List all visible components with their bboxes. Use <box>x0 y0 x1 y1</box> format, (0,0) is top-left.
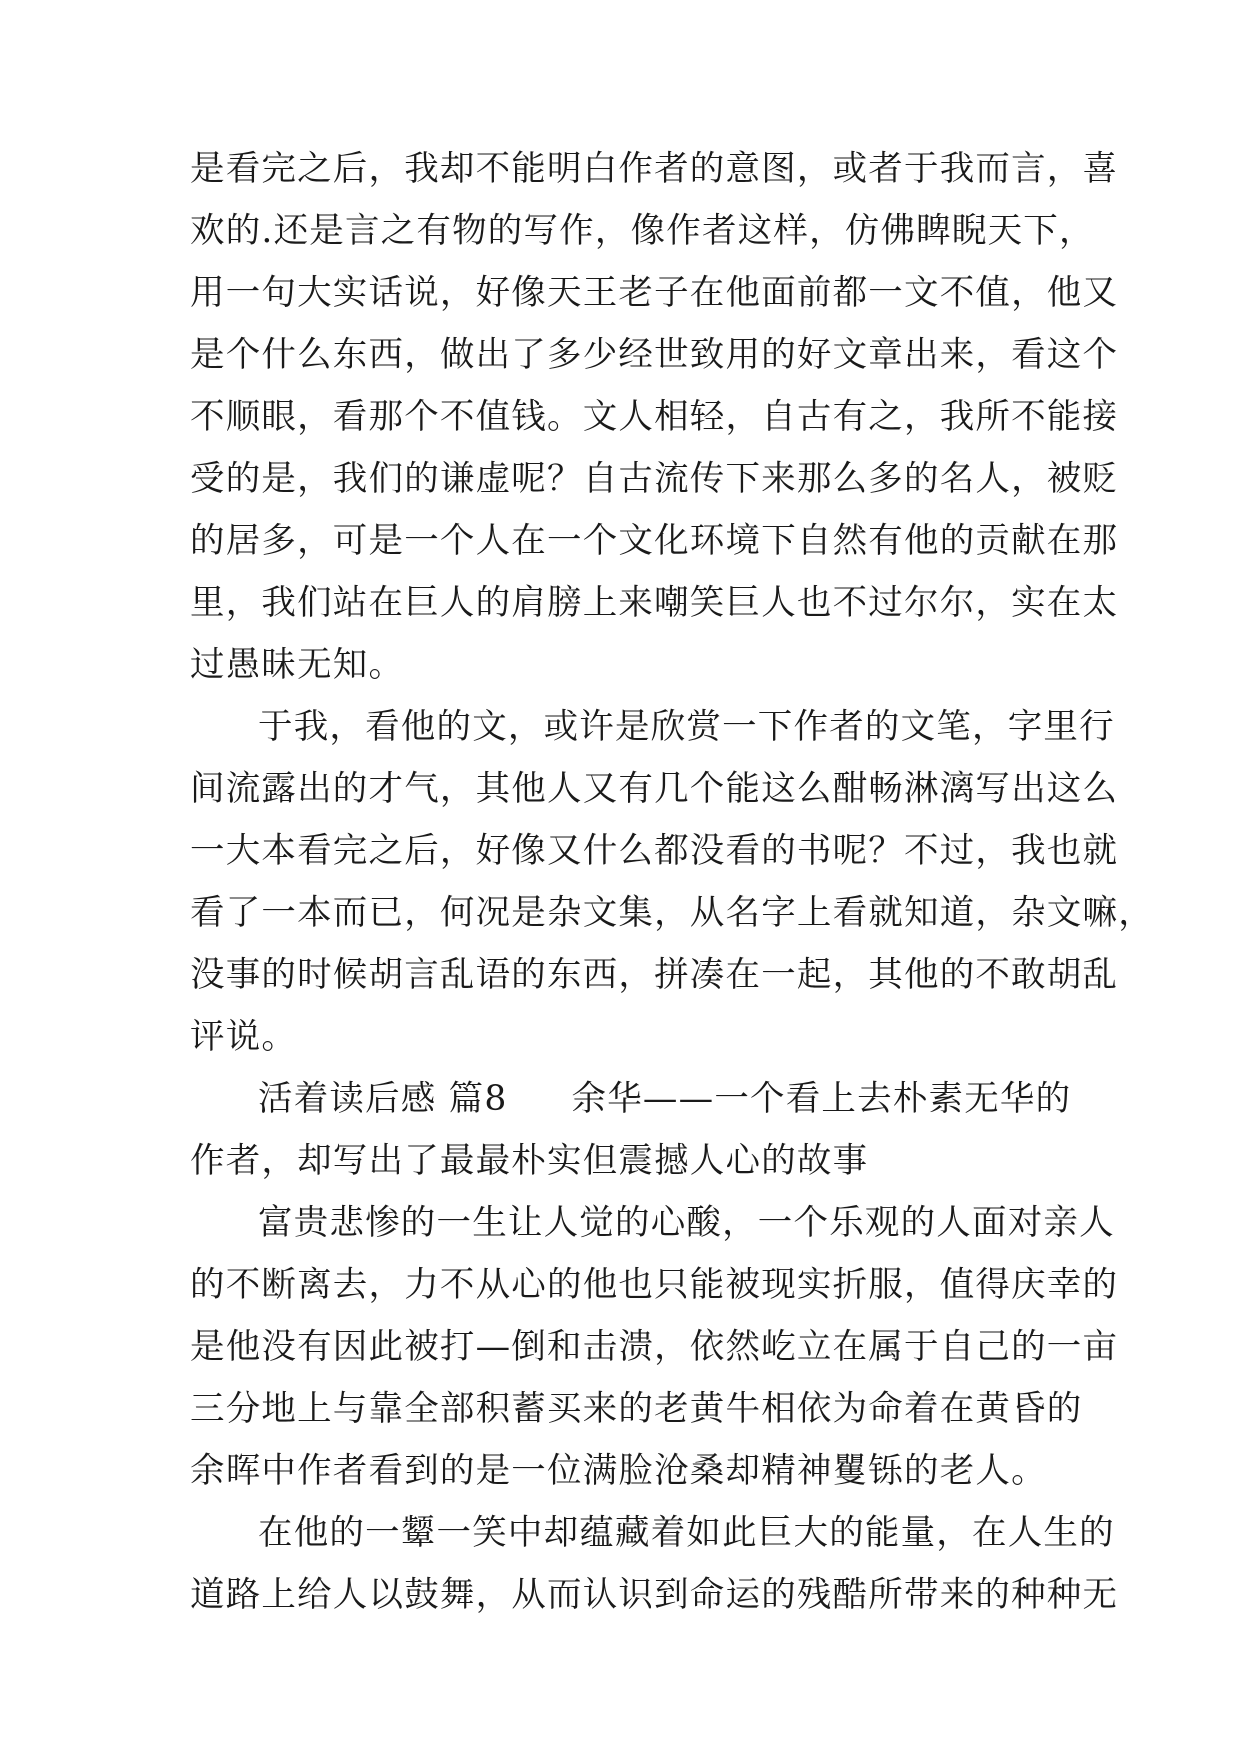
text-line: 不顺眼，看那个不值钱。文人相轻，自古有之，我所不能接 <box>190 397 1119 437</box>
text-line: 是个什么东西，做出了多少经世致用的好文章出来，看这个 <box>190 335 1119 375</box>
paragraph-text: 富贵悲惨的一生让人觉的心酸，一个乐观的人面对亲人 <box>258 1203 1115 1243</box>
text-line: 的居多，可是一个人在一个文化环境下自然有他的贡献在那 <box>190 521 1119 561</box>
text-line: 没事的时候胡言乱语的东西，拼凑在一起，其他的不敢胡乱 <box>190 955 1119 995</box>
text-line: 余晖中作者看到的是一位满脸沧桑却精神矍铄的老人。 <box>190 1451 1047 1491</box>
text-line: 看了一本而已，何况是杂文集，从名字上看就知道，杂文嘛， <box>190 893 1154 933</box>
document-page <box>190 138 1154 1626</box>
section-heading-line <box>190 1068 1072 1130</box>
section-heading: 活着读后感 篇8 <box>258 1079 508 1119</box>
text-line: 三分地上与靠全部积蓄买来的老黄牛相依为命着在黄昏的 <box>190 1389 1083 1429</box>
text-line: 评说。 <box>190 1017 298 1057</box>
text-line: 里，我们站在巨人的肩膀上来嘲笑巨人也不过尔尔，实在太 <box>190 583 1119 623</box>
section-subtitle: 余华——一个看上去朴素无华的 <box>571 1079 1072 1119</box>
text-line: 用一句大实话说，好像天王老子在他面前都一文不值，他又 <box>190 273 1119 313</box>
text-line: 过愚昧无知。 <box>190 645 405 685</box>
paragraph-text: 于我，看他的文，或许是欣赏一下作者的文笔，字里行 <box>258 707 1115 747</box>
text-line: 间流露出的才气，其他人又有几个能这么酣畅淋漓写出这么 <box>190 769 1119 809</box>
text-line: 道路上给人以鼓舞，从而认识到命运的残酷所带来的种种无 <box>190 1575 1119 1615</box>
text-line: 的不断离去，力不从心的他也只能被现实折服，值得庆幸的 <box>190 1265 1119 1305</box>
text-line: 受的是，我们的谦虚呢？自古流传下来那么多的名人，被贬 <box>190 459 1119 499</box>
text-line: 一大本看完之后，好像又什么都没看的书呢？不过，我也就 <box>190 831 1119 871</box>
paragraph-line <box>190 1192 1115 1254</box>
paragraph-line <box>190 696 1115 758</box>
text-line: 是看完之后，我却不能明白作者的意图，或者于我而言，喜 <box>190 149 1119 189</box>
paragraph-text: 在他的一颦一笑中却蕴藏着如此巨大的能量，在人生的 <box>258 1513 1115 1553</box>
paragraph-line <box>190 1502 1115 1564</box>
text-line: 欢的.还是言之有物的写作，像作者这样，仿佛睥睨天下， <box>190 211 1095 251</box>
text-line: 作者，却写出了最最朴实但震撼人心的故事 <box>190 1141 869 1181</box>
text-line: 是他没有因此被打—倒和击溃，依然屹立在属于自己的一亩 <box>190 1327 1119 1367</box>
